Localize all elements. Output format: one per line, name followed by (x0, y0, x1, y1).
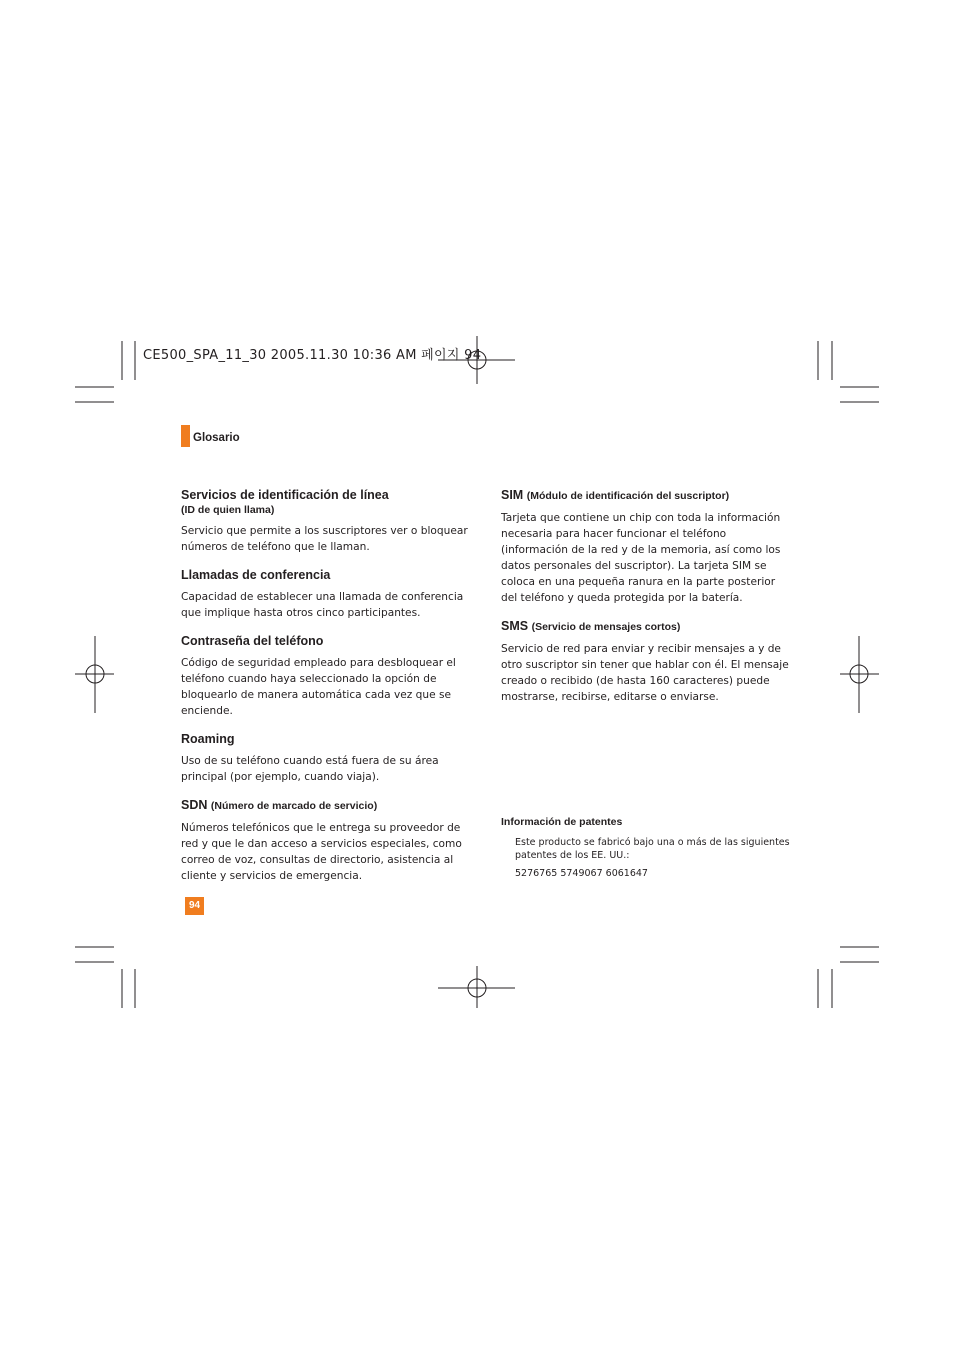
registration-target-right (840, 636, 879, 713)
glossary-term-expansion: (Módulo de identificación del suscriptor) (526, 490, 730, 502)
glossary-entry (181, 487, 471, 555)
glossary-definition: Uso de su teléfono cuando está fuera de su área principal (por ejemplo, cuando viaja). (181, 755, 439, 783)
glossary-entry (501, 618, 791, 705)
glossary-entry (501, 487, 791, 606)
glossary-column-left (181, 487, 471, 896)
glossary-definition: Tarjeta que contiene un chip con toda la información necesaria para hacer funcionar el teléfono (información de la red y de la memoria, así como los datos personales del suscriptor). La tarjeta SIM se coloca en una pequeña ranura en la parte posterior del teléfono y queda protegida por la batería. (501, 512, 781, 604)
glossary-definition: Capacidad de establecer una llamada de conferencia que implique hasta otros cinco participantes. (181, 591, 464, 619)
glossary-term-main: SDN (181, 798, 208, 812)
glossary-term: Contraseña del teléfono (181, 634, 324, 648)
glossary-term-expansion: (Número de marcado de servicio) (210, 800, 378, 812)
glossary-term-expansion: (Servicio de mensajes cortos) (531, 621, 681, 633)
glossary-term (501, 487, 791, 504)
section-marker (181, 425, 190, 447)
glossary-definition: Servicio de red para enviar y recibir mensajes a y de otro suscriptor sin tener que hablar con él. El mensaje creado o recibido (de hasta 160 caracteres) puede mostrarse, recibirse, editarse o enviarse. (501, 643, 789, 703)
patent-numbers: 5276765 5749067 6061647 (515, 868, 648, 879)
registration-target-bottom (438, 966, 515, 1008)
glossary-column-right (501, 487, 791, 717)
glossary-term: Llamadas de conferencia (181, 568, 331, 582)
section-title: Glosario (193, 432, 240, 444)
glossary-entry (181, 797, 471, 884)
patent-title: Información de patentes (501, 816, 623, 828)
glossary-term (181, 797, 471, 814)
glossary-term-main: SMS (501, 619, 529, 633)
glossary-definition: Código de seguridad empleado para desbloquear el teléfono cuando haya seleccionado la opción de bloquearlo de manera automática cada vez que se enciende. (181, 657, 456, 717)
glossary-definition: Servicio que permite a los suscriptores ver o bloquear números de teléfono que le llaman. (181, 525, 468, 553)
registration-target-left (75, 636, 114, 713)
glossary-term-main: SIM (501, 488, 524, 502)
glossary-term (501, 618, 791, 635)
glossary-entry (181, 567, 471, 621)
glossary-entry (181, 731, 471, 785)
patent-information (501, 816, 801, 879)
page-number: 94 (185, 897, 204, 915)
print-slug: CE500_SPA_11_30 2005.11.30 10:36 AM 페이지 94 (143, 348, 482, 363)
glossary-term: Roaming (181, 732, 235, 746)
glossary-term: Servicios de identificación de línea (181, 488, 389, 502)
patent-text: Este producto se fabricó bajo una o más de las siguientes patentes de los EE. UU.: (515, 837, 790, 861)
glossary-entry (181, 633, 471, 719)
glossary-term-sub: (ID de quien llama) (181, 504, 275, 516)
glossary-definition: Números telefónicos que le entrega su proveedor de red y que le dan acceso a servicios especiales, como correo de voz, consultas de directorio, asistencia al cliente y servicios de emergencia. (181, 822, 462, 882)
